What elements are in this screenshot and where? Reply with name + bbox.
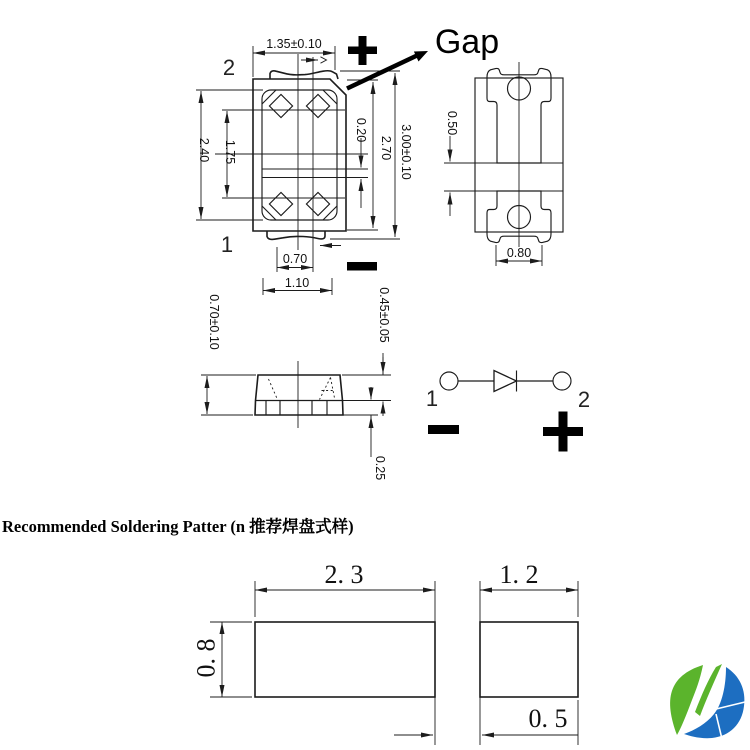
plus-icon	[543, 412, 583, 452]
solder-dimension-lines	[222, 590, 578, 735]
dim-label-pad-height: 0. 8	[191, 638, 221, 678]
dim-label-pad-gap: 0. 5	[528, 704, 568, 733]
dim-label-electrode-gap: 0.50	[445, 110, 459, 136]
circuit-pin1-label: 1	[425, 386, 439, 411]
side-lead-dividers	[266, 401, 327, 416]
side-view-dimension-lines	[207, 357, 383, 428]
soldering-pattern-drawing	[192, 560, 579, 745]
dim-label-left-pad-width: 2. 3	[324, 560, 364, 589]
back-view-centerlines	[444, 62, 563, 247]
circuit-pin1-terminal	[440, 372, 458, 390]
top-view-drawing	[196, 23, 499, 295]
dim-label-overall-thickness: 0.70±0.10	[207, 294, 221, 350]
dim-label-tab-width: 1.10	[284, 276, 310, 290]
dim-label-floor-gap: 0.20	[354, 117, 368, 143]
bond-pad-diamonds	[269, 94, 329, 215]
company-logo	[670, 664, 745, 739]
dim-label-body-height: 2.70	[379, 135, 393, 161]
top-electrode-tab	[270, 71, 338, 79]
circuit-diagram	[426, 371, 590, 452]
minus-icon	[347, 262, 377, 271]
pin-1-label: 1	[220, 232, 234, 257]
side-view-extension-lines	[201, 353, 391, 457]
soldering-section-heading: Recommended Soldering Patter (n 推荐焊盘式样)	[2, 517, 354, 536]
dim-label-lead-thickness: 0.25	[373, 455, 387, 481]
dim-label-right-pad-width: 1. 2	[499, 560, 539, 589]
side-view-drawing	[201, 287, 391, 480]
back-view-drawing	[444, 62, 563, 266]
right-solder-pad	[480, 622, 578, 697]
dim-label-overall-height: 3.00±0.10	[399, 124, 413, 180]
side-body-outline	[255, 375, 343, 415]
circuit-pin2-terminal	[553, 372, 571, 390]
bottom-electrode-tab	[267, 231, 325, 239]
side-mold-marks	[269, 378, 335, 400]
left-solder-pad	[255, 622, 435, 697]
package-body-outline	[253, 79, 346, 231]
diode-symbol	[494, 371, 517, 392]
plus-icon	[348, 36, 377, 65]
circuit-pin2-label: 2	[577, 387, 591, 412]
logo-leaf-shape	[670, 665, 703, 735]
dim-label-notch-width: 0.70	[282, 252, 308, 266]
pin-2-label: 2	[222, 55, 236, 80]
dim-label-back-pad-width: 0.80	[506, 246, 532, 260]
solder-extension-lines	[210, 581, 578, 745]
dim-label-cavity-height: 2.40	[197, 137, 211, 163]
dim-label-inner-height: 1.75	[223, 139, 237, 165]
dim-label-top-width: 1.35±0.10	[266, 37, 322, 51]
minus-icon	[428, 425, 459, 434]
gap-callout-label: Gap	[434, 23, 500, 61]
dim-label-body-thickness: 0.45±0.05	[377, 287, 391, 343]
